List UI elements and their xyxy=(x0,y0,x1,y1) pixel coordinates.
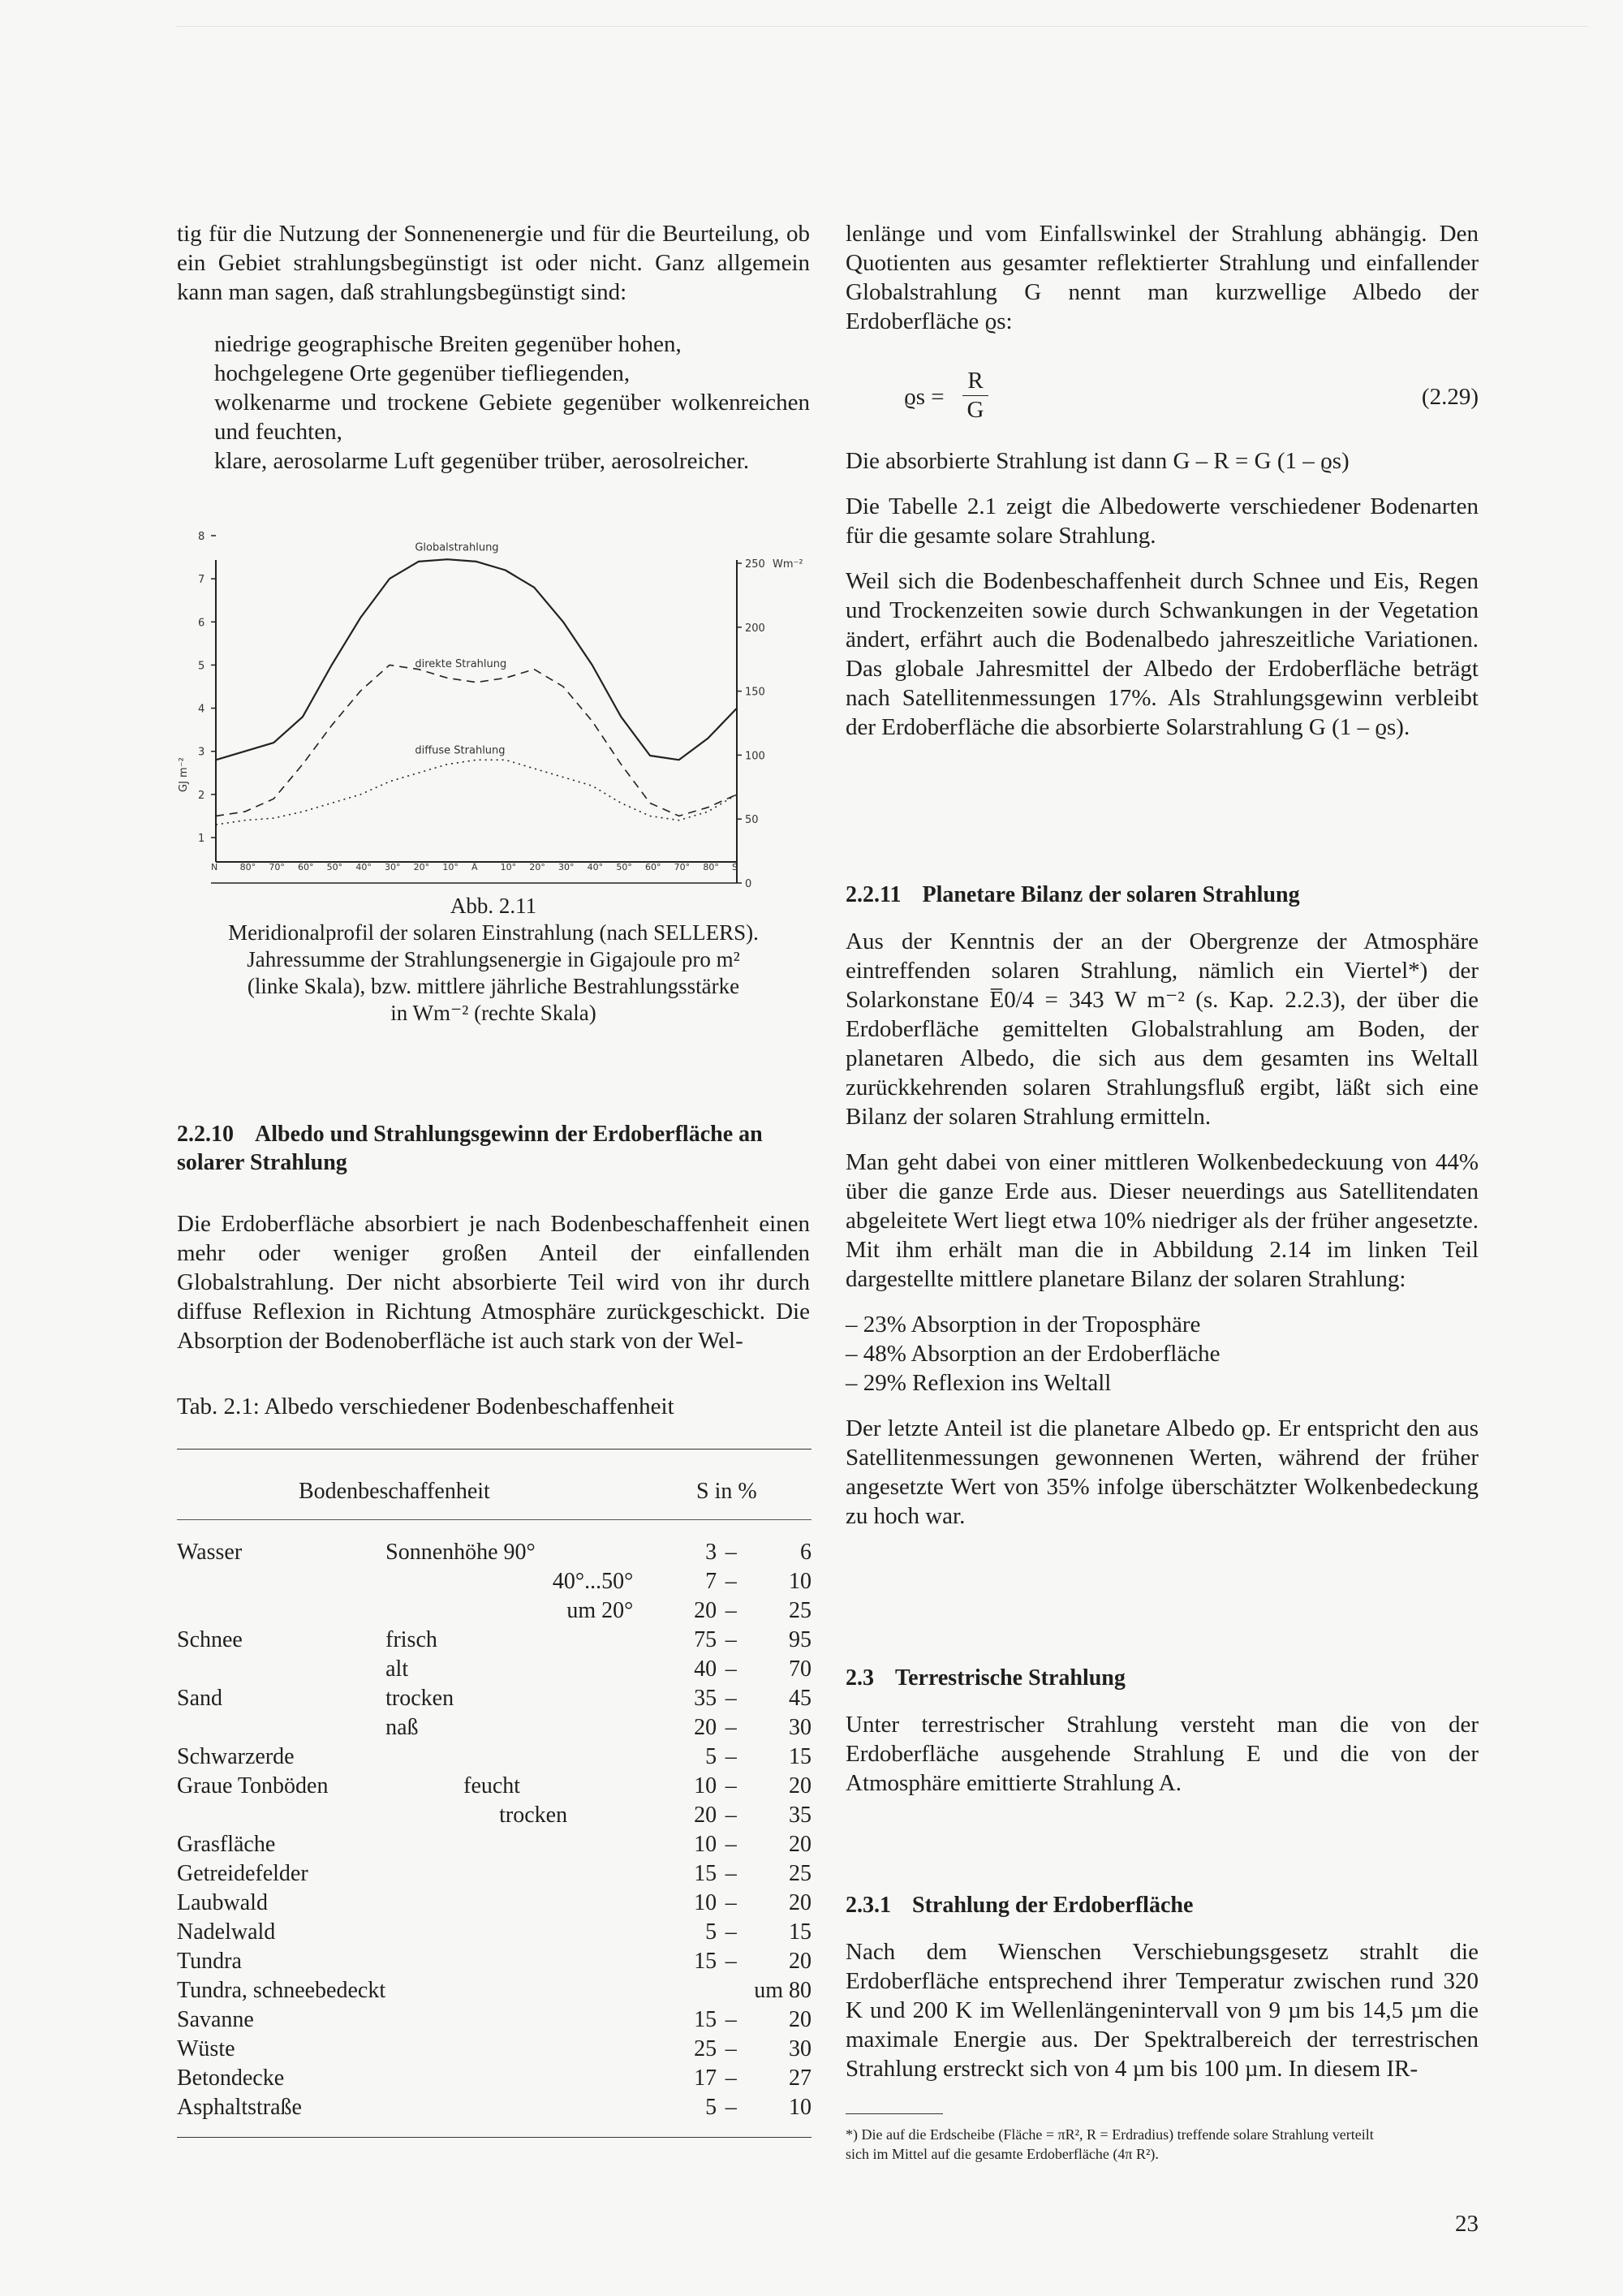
albedo-min-cell: 5 xyxy=(705,1744,717,1769)
albedo-min-cell: 15 xyxy=(694,2007,717,2032)
section-title: Terrestrische Strahlung xyxy=(895,1665,1126,1691)
albedo-min-cell: 3 xyxy=(705,1540,717,1565)
albedo-max-cell: um 80 xyxy=(754,1978,812,2003)
x-tick-label: S xyxy=(732,862,738,872)
list-item: – 48% Absorption an der Erdoberfläche xyxy=(846,1341,1220,1367)
table-row xyxy=(177,1976,812,2005)
caption-line: in Wm⁻² (rechte Skala) xyxy=(390,1001,596,1025)
section-paragraph: Der letzte Anteil ist die planetare Albedo ϱp. Er entspricht den aus Satellitenmessungen gewonnenen Werten, während der früher angesetzte Wert von 35% infolge überschätzter Wolkenbedeckung zu hoch war. xyxy=(846,1415,1479,1529)
soil-condition-cell xyxy=(385,1976,665,2005)
soil-type-cell: Tundra xyxy=(177,1949,242,1974)
section-paragraph: Nach dem Wienschen Verschiebungsgesetz strahlt die Erdoberfläche entsprechend ihrer Temperatur zwischen rund 320 K und 200 K im Wellenlängenintervall von 9 µm bis 14,5 µm die maximale Energie aus. Der Spektralbereich der terrestrischen Strahlung erstreckt sich von 4 µm bis 100 µm. In diesem IR- xyxy=(846,1939,1479,2082)
albedo-min-cell: 10 xyxy=(694,1890,717,1915)
table-row xyxy=(177,1713,812,1742)
albedo-min-cell: 7 xyxy=(705,1569,717,1594)
table-row xyxy=(177,1742,812,1772)
y-tick-label-left: 4 xyxy=(198,703,205,716)
table-row xyxy=(177,1626,812,1655)
x-tick-label: 60° xyxy=(298,862,314,872)
x-tick-label: 30° xyxy=(558,862,575,872)
range-separator-cell: – xyxy=(725,1803,737,1828)
table-row xyxy=(177,1889,812,1918)
range-separator-cell: – xyxy=(725,2036,737,2061)
albedo-max-cell: 20 xyxy=(789,1773,812,1798)
left-intro xyxy=(177,219,810,476)
soil-type-cell xyxy=(177,1801,385,1830)
albedo-min-cell: 10 xyxy=(694,1773,717,1798)
soil-condition-cell: alt xyxy=(385,1656,409,1682)
albedo-min-cell: 5 xyxy=(705,2095,717,2120)
x-tick-label: 10° xyxy=(442,862,458,872)
soil-type-cell: Wüste xyxy=(177,2036,235,2061)
range-separator-cell: – xyxy=(725,1656,737,1682)
soil-type-cell xyxy=(177,1567,385,1596)
section-heading xyxy=(177,1120,810,1177)
section-number: 2.2.10 xyxy=(177,1122,234,1147)
y-axis-label-right: Wm⁻² xyxy=(773,558,803,571)
absorbed-radiation-paragraph: Die absorbierte Strahlung ist dann G – R = G (1 – ϱs) xyxy=(846,448,1350,474)
y-tick-label-left: 2 xyxy=(198,789,205,802)
table-body xyxy=(177,1538,812,2122)
soil-type-cell: Sand xyxy=(177,1686,222,1711)
soil-type-cell xyxy=(177,1655,385,1684)
albedo-max-cell: 27 xyxy=(789,2066,812,2091)
section-number: 2.3 xyxy=(846,1665,874,1691)
soil-condition-cell xyxy=(385,2005,665,2035)
x-tick-label: 40° xyxy=(355,862,372,872)
albedo-max-cell: 20 xyxy=(789,2007,812,2032)
section-number: 2.2.11 xyxy=(846,882,902,907)
table-row xyxy=(177,1538,812,1567)
y-tick-label-left: 7 xyxy=(198,574,205,587)
albedo-max-cell: 20 xyxy=(789,1890,812,1915)
range-separator-cell: – xyxy=(725,2066,737,2091)
soil-condition-cell: Sonnenhöhe 90° xyxy=(385,1540,536,1565)
section-heading xyxy=(846,1891,1479,1919)
figure-number: Abb. 2.11 xyxy=(450,894,537,918)
soil-type-cell: Nadelwald xyxy=(177,1919,276,1945)
x-tick-label: 30° xyxy=(385,862,401,872)
section-2-3-1 xyxy=(846,1891,1479,2095)
x-tick-label: 70° xyxy=(674,862,691,872)
section-2-2-10 xyxy=(177,1120,810,1367)
soil-condition-cell xyxy=(385,2093,665,2122)
x-tick-label: N xyxy=(211,862,218,872)
range-separator-cell: – xyxy=(725,1744,737,1769)
x-tick-label: 10° xyxy=(500,862,517,872)
list-item: – 23% Absorption in der Troposphäre xyxy=(846,1312,1201,1338)
y-tick-label-left: 3 xyxy=(198,746,205,759)
y-tick-label-right: 200 xyxy=(745,622,765,635)
range-separator-cell: – xyxy=(725,1919,737,1945)
albedo-max-cell: 6 xyxy=(800,1540,812,1565)
figure-caption xyxy=(177,893,810,1027)
section-2-2-11 xyxy=(846,881,1479,1542)
range-separator-cell: – xyxy=(725,1773,737,1798)
albedo-max-cell: 10 xyxy=(789,1569,812,1594)
y-tick-label-right: 150 xyxy=(745,686,765,699)
y-tick-label-right: 0 xyxy=(745,878,752,890)
table-row xyxy=(177,1596,812,1626)
range-separator-cell: – xyxy=(725,2095,737,2120)
equation-lhs: ϱs = xyxy=(904,384,945,410)
albedo-max-cell: 25 xyxy=(789,1861,812,1886)
albedo-min-cell xyxy=(665,1976,717,2005)
albedo-min-cell: 5 xyxy=(705,1919,717,1945)
caption-line: Meridionalprofil der solaren Einstrahlung (nach SELLERS). xyxy=(228,920,759,945)
albedo-min-cell: 20 xyxy=(694,1803,717,1828)
table-bottom-rule xyxy=(177,2137,812,2138)
range-separator-cell: – xyxy=(725,1686,737,1711)
table-row xyxy=(177,1830,812,1859)
soil-condition-cell xyxy=(385,1918,665,1947)
section-paragraph: Aus der Kenntnis der an der Obergrenze der Atmosphäre eintreffenden solaren Strahlung, nämlich ein Viertel*) der Solarkonstane E̅0/4 = 343 W m⁻² (s. Kap. 2.2.3), der über die Erdoberfläche gemittelten Globalstrahlung am Boden, der planetaren Albedo, die sich aus dem gesamten ins Weltall zurückkehrenden solaren Strahlungsfluß ergibt, läßt sich eine Bilanz der solaren Strahlung ermitteln. xyxy=(846,928,1479,1130)
chart-svg xyxy=(177,531,810,890)
table-row xyxy=(177,1655,812,1684)
soil-condition-cell: trocken xyxy=(385,1686,454,1711)
soil-condition-cell xyxy=(385,2064,665,2093)
series-label: diffuse Strahlung xyxy=(415,744,506,757)
soil-condition-cell xyxy=(385,2035,665,2064)
soil-condition-cell: um 20° xyxy=(566,1598,634,1623)
planetary-balance-list xyxy=(846,1310,1479,1398)
page-number: 23 xyxy=(1455,2211,1479,2237)
soil-condition-cell xyxy=(385,1947,665,1976)
soil-type-cell: Schwarzerde xyxy=(177,1744,295,1769)
albedo-max-cell: 20 xyxy=(789,1832,812,1857)
table-reference-paragraph: Die Tabelle 2.1 zeigt die Albedowerte verschiedener Bodenarten für die gesamte solare Strahlung. xyxy=(846,493,1479,549)
albedo-min-cell: 10 xyxy=(694,1832,717,1857)
soil-condition-cell: trocken xyxy=(499,1803,568,1828)
albedo-min-cell: 20 xyxy=(694,1715,717,1740)
x-tick-label: 20° xyxy=(529,862,545,872)
range-separator-cell: – xyxy=(725,1832,737,1857)
table-header-rule xyxy=(177,1519,812,1520)
y-tick-label-left: 8 xyxy=(198,531,205,543)
table-row xyxy=(177,1859,812,1889)
y-axis-label-left: GJ m⁻² xyxy=(178,757,190,792)
series-label: direkte Strahlung xyxy=(415,658,507,671)
table-row xyxy=(177,1772,812,1801)
albedo-min-cell: 35 xyxy=(694,1686,717,1711)
albedo-table xyxy=(177,1449,812,2138)
range-separator-cell: – xyxy=(725,1715,737,1740)
table-row xyxy=(177,2035,812,2064)
section-paragraph: Man geht dabei von einer mittleren Wolkenbedeckuung von 44% über die ganze Erde aus. Dieser neuerdings aus Satellitendaten abgeleitete Wert liegt etwa 10% niedriger als der früher angesetzte. Mit ihm erhält man die in Abbildung 2.14 im linken Teil dargestellte mittlere planetare Bilanz der solaren Strahlung: xyxy=(846,1149,1479,1292)
soil-condition-cell: feucht xyxy=(463,1773,521,1798)
albedo-min-cell: 40 xyxy=(694,1656,717,1682)
x-tick-label: Ä xyxy=(471,862,478,872)
range-separator-cell xyxy=(717,1976,745,2005)
top-rule xyxy=(177,26,1589,27)
albedo-min-cell: 17 xyxy=(694,2066,717,2091)
y-tick-label-left: 6 xyxy=(198,617,205,630)
x-tick-label: 20° xyxy=(413,862,430,872)
table-row xyxy=(177,2093,812,2122)
section-heading xyxy=(846,1664,1479,1692)
range-separator-cell: – xyxy=(725,1598,737,1623)
x-tick-label: 50° xyxy=(326,862,343,872)
albedo-max-cell: 10 xyxy=(789,2095,812,2120)
soil-type-cell: Savanne xyxy=(177,2007,254,2032)
x-tick-label: 40° xyxy=(587,862,604,872)
equation-2-29 xyxy=(846,368,1479,424)
header-soil: Bodenbeschaffenheit xyxy=(299,1479,490,1504)
equation-denominator: G xyxy=(966,397,984,423)
soil-condition-cell xyxy=(385,1742,665,1772)
soil-type-cell: Betondecke xyxy=(177,2066,285,2091)
equation-numerator: R xyxy=(967,368,984,394)
y-tick-label-right: 50 xyxy=(745,814,759,827)
y-tick-label-left: 1 xyxy=(198,833,205,845)
intro-paragraph: tig für die Nutzung der Sonnenenergie und für die Beurteilung, ob ein Gebiet strahlungsbegünstigt ist oder nicht. Ganz allgemein kann man sagen, daß strahlungsbegünstigt sind: xyxy=(177,221,810,305)
x-tick-label: 60° xyxy=(645,862,661,872)
seasonal-variation-paragraph: Weil sich die Bodenbeschaffenheit durch Schnee und Eis, Regen und Trockenzeiten sowie durch Schwankungen in der Vegetation ändert, erfährt auch die Bodenalbedo jahreszeitliche Variationen. Das globale Jahresmittel der Albedo der Erdoberfläche beträgt nach Satellitenmessungen 17%. Als Strahlungsgewinn verbleibt der Erdoberfläche die absorbierte Solarstrahlung G (1 – ϱs). xyxy=(846,568,1479,740)
table-row xyxy=(177,2064,812,2093)
soil-type-cell: Wasser xyxy=(177,1540,243,1565)
soil-type-cell: Getreidefelder xyxy=(177,1861,308,1886)
albedo-max-cell: 45 xyxy=(789,1686,812,1711)
y-tick-label-right: 100 xyxy=(745,750,765,763)
albedo-min-cell: 20 xyxy=(694,1598,717,1623)
y-tick-label-left: 5 xyxy=(198,660,205,673)
right-intro xyxy=(846,219,1479,347)
albedo-max-cell: 95 xyxy=(789,1627,812,1652)
footnote xyxy=(846,2125,1479,2164)
footnote-line: *) Die auf die Erdscheibe (Fläche = πR², R = Erdradius) treffende solare Strahlung verteilt xyxy=(846,2126,1374,2143)
albedo-max-cell: 70 xyxy=(789,1656,812,1682)
table-caption-text: Tab. 2.1: Albedo verschiedener Bodenbeschaffenheit xyxy=(177,1394,674,1419)
section-paragraph: Unter terrestrischer Strahlung versteht man die von der Erdoberfläche ausgehende Strahlung E und die von der Atmosphäre emittierte Strahlung A. xyxy=(846,1712,1479,1796)
table-row xyxy=(177,1567,812,1596)
x-tick-label: 80° xyxy=(239,862,256,872)
soil-condition-cell xyxy=(385,1889,665,1918)
section-number: 2.3.1 xyxy=(846,1893,891,1918)
series-line-direkte-strahlung xyxy=(216,665,737,816)
range-separator-cell: – xyxy=(725,1540,737,1565)
caption-line: Jahressumme der Strahlungsenergie in Gigajoule pro m² xyxy=(247,947,740,971)
soil-condition-cell: naß xyxy=(385,1715,419,1740)
soil-type-cell: Graue Tonböden xyxy=(177,1773,329,1798)
table-row xyxy=(177,1801,812,1830)
caption-line: (linke Skala), bzw. mittlere jährliche Bestrahlungsstärke xyxy=(247,974,740,998)
table-row xyxy=(177,1684,812,1713)
fraction-bar xyxy=(962,395,988,396)
albedo-max-cell: 20 xyxy=(789,1949,812,1974)
albedo-min-cell: 75 xyxy=(694,1627,717,1652)
albedo-max-cell: 15 xyxy=(789,1744,812,1769)
soil-type-cell: Grasfläche xyxy=(177,1832,276,1857)
soil-type-cell xyxy=(177,1596,385,1626)
range-separator-cell: – xyxy=(725,2007,737,2032)
series-line-diffuse-strahlung xyxy=(216,760,737,825)
soil-type-cell: Tundra, schneebedeckt xyxy=(177,1978,386,2003)
section-heading xyxy=(846,881,1479,909)
table-caption xyxy=(177,1392,810,1421)
equation-label: (2.29) xyxy=(1421,384,1479,410)
albedo-min-cell: 15 xyxy=(694,1949,717,1974)
range-separator-cell: – xyxy=(725,1949,737,1974)
section-2-3 xyxy=(846,1664,1479,1809)
soil-condition-cell xyxy=(385,1859,665,1889)
albedo-max-cell: 30 xyxy=(789,1715,812,1740)
y-tick-label-right: 250 xyxy=(745,558,765,571)
albedo-min-cell: 25 xyxy=(694,2036,717,2061)
soil-type-cell xyxy=(177,1713,385,1742)
range-separator-cell: – xyxy=(725,1861,737,1886)
soil-condition-cell: 40°...50° xyxy=(552,1569,634,1594)
list-item: klare, aerosolarme Luft gegenüber trüber, aerosolreicher. xyxy=(214,448,750,474)
x-tick-label: 80° xyxy=(703,862,719,872)
table-header xyxy=(177,1450,812,1519)
figure-meridional-profile xyxy=(177,531,810,890)
soil-type-cell: Laubwald xyxy=(177,1890,268,1915)
table-row xyxy=(177,1918,812,1947)
soil-type-cell: Asphaltstraße xyxy=(177,2095,302,2120)
soil-condition-cell xyxy=(385,1830,665,1859)
footnote-rule xyxy=(846,2113,943,2114)
section-title: Albedo und Strahlungsgewinn der Erdoberfläche an solarer Strahlung xyxy=(177,1122,763,1175)
list-item: niedrige geographische Breiten gegenüber hohen, xyxy=(214,331,682,357)
list-item: wolkenarme und trockene Gebiete gegenüber wolkenreichen und feuchten, xyxy=(214,390,810,445)
favored-conditions-list xyxy=(177,330,810,476)
albedo-max-cell: 30 xyxy=(789,2036,812,2061)
albedo-max-cell: 35 xyxy=(789,1803,812,1828)
range-separator-cell: – xyxy=(725,1890,737,1915)
soil-condition-cell: frisch xyxy=(385,1627,437,1652)
albedo-min-cell: 15 xyxy=(694,1861,717,1886)
range-separator-cell: – xyxy=(725,1627,737,1652)
albedo-max-cell: 15 xyxy=(789,1919,812,1945)
list-item: – 29% Reflexion ins Weltall xyxy=(846,1370,1112,1396)
x-tick-label: 70° xyxy=(269,862,285,872)
albedo-definition-paragraph: lenlänge und vom Einfallswinkel der Strahlung abhängig. Den Quotienten aus gesamter reflektierter Strahlung und einfallender Globalstrahlung G nennt man kurzwellige Albedo der Erdoberfläche ϱs: xyxy=(846,221,1479,334)
section-title: Strahlung der Erdoberfläche xyxy=(912,1893,1194,1918)
soil-type-cell: Schnee xyxy=(177,1627,243,1652)
section-title: Planetare Bilanz der solaren Strahlung xyxy=(922,882,1300,907)
list-item: hochgelegene Orte gegenüber tiefliegenden, xyxy=(214,360,631,386)
section-paragraph: Die Erdoberfläche absorbiert je nach Bodenbeschaffenheit einen mehr oder weniger großen Anteil der einfallenden Globalstrahlung. Der nicht absorbierte Teil wird von ihr durch diffuse Reflexion in Richtung Atmosphäre zurückgeschickt. Die Absorption der Bodenoberfläche ist auch stark von der Wel- xyxy=(177,1211,810,1354)
x-tick-label: 50° xyxy=(616,862,632,872)
header-albedo: S in % xyxy=(696,1479,757,1504)
table-row xyxy=(177,1947,812,1976)
right-paragraphs xyxy=(846,446,1479,753)
footnote-line: sich im Mittel auf die gesamte Erdoberfläche (4π R²). xyxy=(846,2146,1159,2162)
series-label: Globalstrahlung xyxy=(415,541,499,554)
table-row xyxy=(177,2005,812,2035)
range-separator-cell: – xyxy=(725,1569,737,1594)
albedo-max-cell: 25 xyxy=(789,1598,812,1623)
